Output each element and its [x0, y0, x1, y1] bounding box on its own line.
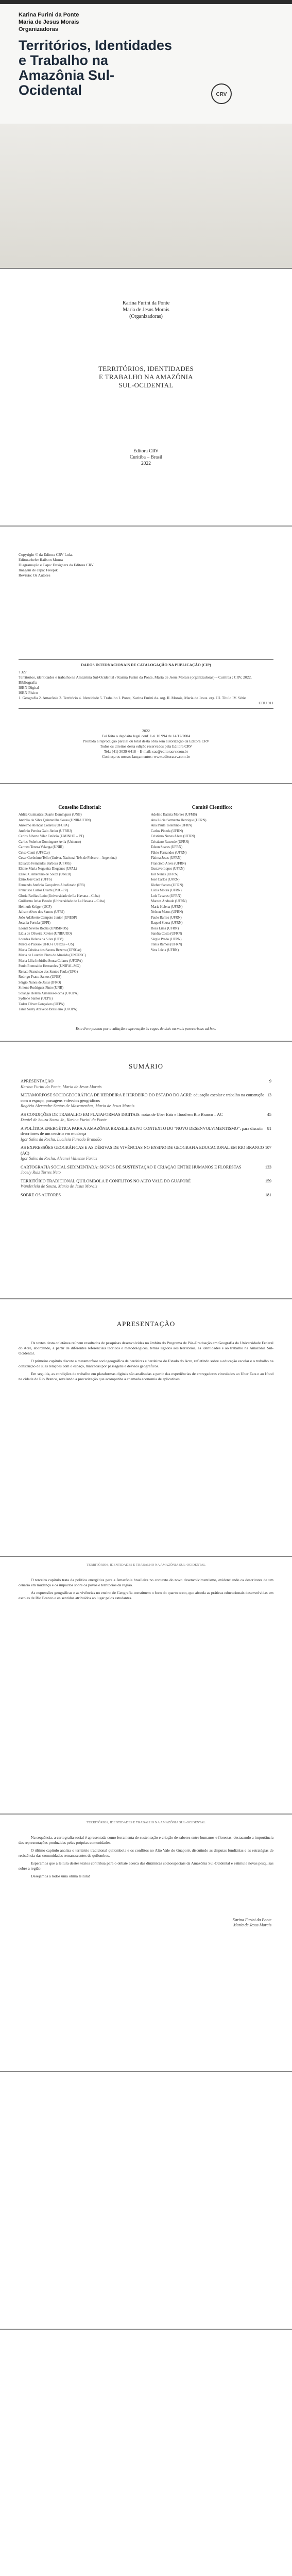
toc-entry-authors: Wanderleia de Souza, Maria de Jesus Morais [21, 1184, 97, 1189]
councils-footer: Este livro passou por avaliação e aprovação às cegas de dois ou mais pareceristas ad hoc. [76, 1026, 216, 1031]
publisher-line: Curitiba – Brasil [129, 455, 163, 460]
toc-entry-authors: Rogério Alexandre Santos de Mascarenhas, Maria de Jesus Morais [21, 1104, 134, 1108]
editorial-council-member: Renato Francisco dos Santos Paula (UFG) [19, 970, 78, 974]
toc-entry-title: SOBRE OS AUTORES [21, 1192, 61, 1197]
editorial-council-member: Solange Helena Ximenes-Rocha (UFOPA) [19, 991, 79, 995]
toc-entry-title: TERRITÓRIO TRADICIONAL QUILOMBOLA E CONFLITOS NO ALTO VALE DO GUAPORÉ [21, 1178, 191, 1183]
toc-page-number: 13 [267, 1093, 271, 1097]
editorial-council-member: Carlos Federico Dominguez Avila (Unieuro) [19, 840, 81, 844]
toc-entry[interactable] [21, 1079, 271, 1090]
editorial-council-member: Marcelo Paixão (UFRJ e UTexas – US) [19, 943, 74, 946]
credits-line: Revisão: Os Autores [19, 573, 50, 578]
editorial-council-member: Leonel Severo Rocha (UNISINOS) [19, 926, 68, 930]
title-line: E TRABALHO NA AMAZÔNIA [99, 373, 193, 381]
cover-author: Maria de Jesus Morais [19, 19, 79, 25]
editorial-council-member: Jailson Alves dos Santos (UFRJ) [19, 910, 65, 914]
editorial-council-member: Lídia de Oliveira Xavier (UNIEURO) [19, 932, 72, 936]
scientific-committee-member: Rosa Lima (UFRN) [151, 926, 179, 930]
editorial-council-member: Carlos Alberto Vilar Estêvão (UMINHO – PT) [19, 835, 84, 838]
title-page-organizers: (Organizadoras) [129, 314, 163, 319]
publisher-line: Editora CRV [133, 449, 159, 454]
toc-entry-title: AS CONDIÇÕES DE TRABALHO EM PLATAFORMAS DIGITAIS: notas de Uber Eats e Ifood em Rio Branco – AC [21, 1112, 223, 1117]
editorial-council-member: Elione Maria Nogueira Diogenes (UFAL) [19, 867, 77, 871]
scientific-committee-list [151, 813, 273, 953]
toc-page-number: 133 [265, 1164, 271, 1170]
scientific-committee-member: Fátima Jesus (UFRN) [151, 856, 182, 860]
editorial-council-member: Antônio Pereira Gaio Júnior (UFRRJ) [19, 829, 72, 833]
credits-page [0, 527, 292, 783]
scientific-committee-member: Adelmo Batista Moraes (UFMS) [151, 813, 197, 817]
presentation-page-1 [0, 1299, 292, 1556]
cover-image [0, 124, 292, 268]
credits-footer-line: Foi feito o depósito legal conf. Lei 10.994 de 14/12/2004 [101, 734, 191, 738]
title-line: SUL-OCIDENTAL [118, 381, 174, 389]
toc-page [0, 1042, 292, 1298]
scientific-committee-member: Francisco Alves (UFRN) [151, 861, 186, 866]
toc-entry[interactable] [21, 1165, 271, 1176]
editorial-council-member: Josania Portela (UFPI) [19, 921, 50, 925]
editorial-council-member: Lourdes Helena da Silva (UFV) [19, 937, 63, 941]
toc-page-number: 9 [269, 1079, 271, 1083]
editorial-council-member: Celso Conti (UFSCar) [19, 851, 50, 855]
cip-line: T327 [19, 670, 27, 674]
presentation-paragraph: Desejamos a todos uma ótima leitura! [31, 1874, 90, 1878]
scientific-committee-member: Sérgio Prado (UFRN) [151, 937, 182, 941]
credits-line: Editor-chefe: Railson Moura [19, 557, 63, 562]
scientific-committee-title: Comitê Científico: [192, 805, 233, 810]
councils-page [0, 784, 292, 1041]
toc-entry[interactable] [21, 1093, 271, 1109]
editorial-council-member: Guillermo Arias Beatón (Universidade de La Havana – Cuba) [19, 900, 105, 903]
publisher-line: 2022 [141, 461, 151, 466]
scientific-committee [151, 805, 273, 954]
toc-entry[interactable] [21, 1126, 271, 1143]
title-line: TERRITÓRIOS, IDENTIDADES [98, 365, 194, 372]
editorial-council-title: Conselho Editorial: [58, 805, 101, 810]
credits-footer-line: Todos os direitos desta edição reservados pela Editora CRV [100, 744, 192, 749]
editorial-council-member: Helmuth Krüger (UCP) [19, 905, 52, 909]
cip-title: DADOS INTERNACIONAIS DE CATALOGAÇÃO NA PUBLICAÇÃO (CIP) [81, 663, 211, 667]
blank-page [0, 2072, 292, 2329]
credits-line: Diagramação e Capa: Designers da Editora CRV [19, 563, 94, 567]
editorial-council-member: Elizeu Clementino de Souza (UNEB) [19, 872, 71, 876]
editorial-council-member: Maria de Lourdes Pinto de Almeida (UNOESC) [19, 954, 86, 957]
presentation-body [19, 1341, 273, 1384]
scientific-committee-member: Sandra Costa (UFRN) [151, 932, 182, 936]
editorial-council-member: Élsio José Corá (UFFS) [19, 878, 52, 882]
presentation-paragraph: As expressões geográficas e as vivências no ensino de Geografia constituem o foco do quarto texto, que aborda as práticas educacionais desenvolvidas em escolas de Rio Branco e os sentidos atribuídos ao lugar pelos estudantes. [19, 1590, 273, 1600]
editorial-council-member: Fernando Antônio Gonçalves Alcoforado (IPB) [19, 883, 85, 887]
cip-line: ISBN Físico [19, 690, 38, 695]
toc-entry-title: APRESENTAÇÃO [21, 1079, 54, 1083]
presentation-paragraph: Na sequência, a cartografia social é apresentada como ferramenta de sustentação e criação de saberes entre humanos e florestas, destacando a importância das representações produzidas pelas próprias comunidades. [19, 1835, 273, 1845]
title-page-publisher [0, 448, 292, 467]
credits-footer-line: 2022 [142, 728, 150, 733]
toc-entry[interactable] [21, 1179, 271, 1190]
signature-name: Maria de Jesus Morais [233, 1923, 271, 1927]
editorial-council-member: Aldira Guimarães Duarte Domínguez (UNB) [19, 813, 82, 817]
cip-line: Territórios, identidades e trabalho na Amazônia Sul-Ocidental / Karina Furini da Ponte, Maria de Jesus Morais (organizadoras) – Curitiba : CRV, 2022. [19, 675, 252, 680]
cover-organizers: Organizadoras [19, 26, 59, 32]
title-page-author: Maria de Jesus Morais [123, 307, 169, 313]
scientific-committee-member: Kleber Santos (UFRN) [151, 883, 183, 887]
toc-entry-title: METAMORFOSE SOCIOGEOGRÁFICA DE HERDEIRA E HERDEIRO DO ESTADO DO ACRE: educação escolar e trabalho na construção com o espaço, passagens e desvios geográficos [21, 1093, 265, 1103]
scientific-committee-member: Ana Paula Tolentino (UFRN) [151, 824, 193, 827]
editorial-council-member: Maria Cristina dos Santos Bezerra (UFSCar) [19, 948, 81, 952]
toc-page-number: 45 [267, 1112, 271, 1117]
editorial-council-member: Rodrigo Pratte-Santos (UFES) [19, 975, 62, 979]
crv-logo-text: CRV [216, 92, 227, 97]
toc-page-number: 81 [267, 1126, 271, 1131]
scientific-committee-member: Jair Nunes (UFRN) [151, 872, 179, 876]
signature-name: Karina Furini da Ponte [232, 1918, 271, 1922]
scientific-committee-member: Ana Lúcia Sarmento Henrique (UFRN) [151, 818, 207, 822]
scientific-committee-member: Lúcia Moura (UFRN) [151, 889, 182, 892]
presentation-page-2 [0, 1557, 292, 1814]
toc-entry-title: CARTOGRAFIA SOCIAL SEDIMENTADA: SIGNOS DE SUSTENTAÇÃO E CRIAÇÃO ENTRE HUMANOS E FLORESTAS [21, 1164, 242, 1170]
editorial-council-member: Maria Lília Imbiriba Sousa Colares (UFOPA) [19, 959, 83, 963]
running-header: TERRITÓRIOS, IDENTIDADES E TRABALHO NA AMAZÔNIA SUL-OCIDENTAL [86, 1563, 205, 1567]
credits-footer [19, 728, 273, 759]
title-page [0, 269, 292, 526]
cip-line: Bibliografia [19, 680, 38, 685]
presentation-paragraph: Em seguida, as condições de trabalho em plataformas digitais são analisadas a partir das experiências de entregadores vinculados ao Uber Eats e ao Ifood na cidade de Rio Branco, revelando a precarização que acompanha a chamada economia de aplicativos. [19, 1371, 273, 1381]
cip-line: ISBN Digital [19, 685, 39, 690]
toc-entry-authors: Igor Sales da Rocha, Lucileia Furtado Brandão [21, 1137, 102, 1142]
editorial-council-member: Tania Suely Azevedo Brasileiro (UFOPA) [19, 1008, 78, 1011]
presentation-paragraph: Os textos desta coletânea reúnem resultados de pesquisas desenvolvidas no âmbito do Programa de Pós-Graduação em Geografia da Universidade Federal do Acre, abordando, a partir de diferentes referenciais teóricos e metodológicos, temas ligados aos territórios, às identidades e ao trabalho na Amazônia Sul-Ocidental. [19, 1341, 273, 1355]
credits-footer-link[interactable]: Conheça os nossos lançamentos: www.editoracrv.com.br [102, 754, 190, 759]
editorial-council-member: Anselmo Alencar Colares (UFOPA) [19, 824, 69, 827]
presentation-paragraph: O terceiro capítulo trata da política energética para a Amazônia brasileira no contexto do novo desenvolvimentismo, evidenciando os descritores de um cenário em mudança e os impactos sobre os povos e territórios da região. [19, 1578, 273, 1587]
toc-list [21, 1079, 271, 1201]
scientific-committee-member: Maria Helena (UFRN) [151, 905, 183, 909]
cip-line: 1. Geografia 2. Amazônia 3. Território 4. Identidade 5. Trabalho I. Ponte, Karina Furini da. org. II. Morais, Maria de Jesus. org. III. Título IV. Série [19, 696, 246, 700]
toc-entry-authors: Daniel de Souza Sousa Jr., Karina Furini da Ponte [21, 1117, 107, 1122]
editorial-council-member: João Adalberto Campato Junior (UNESP) [19, 916, 77, 920]
credits-block [19, 552, 273, 578]
editorial-council-member: Andréia da Silva Quintanilha Sousa (UNIR/UFRN) [19, 818, 91, 822]
presentation-paragraph: O primeiro capítulo discute a metamorfose sociogeográfica de herdeiras e herdeiros do Estado do Acre, refletindo sobre a educação escolar e o trabalho na construção de suas relações com o espaço, marcadas por passagens e desvios geográficos. [19, 1359, 273, 1368]
cover-top-band [0, 0, 292, 4]
cover-author: Karina Furini da Ponte [19, 12, 79, 18]
toc-entry-title: A POLÍTICA ENERGÉTICA PARA A AMAZÔNIA BRASILEIRA NO CONTEXTO DO "NOVO DESENVOLVIMENTISMO": para discutir descritores de um cenário em mudança [21, 1126, 263, 1136]
presentation-paragraph: Esperamos que a leitura destes textos contribua para o debate acerca das dinâmicas socioespaciais da Amazônia Sul-Ocidental e estimule novas pesquisas sobre a região. [19, 1861, 273, 1871]
toc-entry-authors: Jocely Ruiz Torres Neto [21, 1170, 61, 1175]
editorial-council-member: Simone Rodrigues Pinto (UNB) [19, 986, 64, 990]
scientific-committee-member: Edson Soares (UFRN) [151, 845, 183, 849]
editorial-council-member: Gloria Fariñas León (Universidade de La Havana – Cuba) [19, 894, 100, 898]
scientific-committee-member: Luís Tavares (UFRN) [151, 894, 182, 898]
editorial-council-list [19, 813, 141, 1012]
scientific-committee-member: Gustavo Lopes (UFRN) [151, 867, 185, 871]
toc-page-number: 181 [265, 1192, 271, 1197]
blank-page [0, 2330, 292, 2576]
editorial-council-member: Carmen Tereza Velanga (UNIR) [19, 845, 64, 849]
cover-page [0, 0, 292, 268]
presentation-signature [232, 1918, 271, 1928]
scientific-committee-member: Nelson Matos (UFRN) [151, 910, 183, 914]
scientific-committee-member: Paulo Barros (UFRN) [151, 916, 182, 920]
toc-entry-title: AS EXPRESSÕES GEOGRÁFICAS E AS DÉRIVAS DE VIVÊNCIAS NO ENSINO DE GEOGRAFIA EDUCACIONAL EM RIO BRANCO (AC) [21, 1145, 264, 1156]
cip-box [19, 659, 273, 709]
editorial-council-member: Cesar Gerónimo Tello (Univer. Nacional Três de Febrero – Argentina) [19, 856, 117, 860]
toc-entry[interactable] [21, 1145, 271, 1162]
toc-entry[interactable] [21, 1193, 271, 1198]
cover-authors [19, 11, 79, 33]
toc-title: SUMÁRIO [129, 1062, 163, 1070]
presentation-paragraph: O último capítulo analisa o território tradicional quilombola e os conflitos no Alto Vale do Guaporé, discutindo as disputas fundiárias e as estratégias de resistência das comunidades remanescentes de quilombos. [19, 1848, 273, 1858]
editorial-council-member: Tadeu Oliver Gonçalves (UFPA) [19, 1002, 64, 1006]
scientific-committee-member: Cristiano Nunes Alves (UFRN) [151, 835, 195, 838]
editorial-council-member: Francisco Carlos Duarte (PUC-PR) [19, 889, 68, 892]
toc-entry-authors: Igor Sales da Rocha, Alvanei Valiense Farias [21, 1156, 97, 1161]
crv-logo-icon [210, 82, 233, 105]
editorial-council-member: Sérgio Nunes de Jesus (IFRO) [19, 980, 61, 985]
scientific-committee-member: Vera Lúcia (UFRN) [151, 948, 179, 952]
presentation-body [19, 1835, 273, 1882]
title-page-authors [0, 300, 292, 320]
editorial-council-member: Sydione Santos (UEPG) [19, 997, 53, 1001]
scientific-committee-member: Raquel Sousa (UFRN) [151, 921, 183, 925]
scientific-committee-member: Tânia Ramos (UFRN) [151, 943, 182, 946]
credits-line: Copyright © da Editora CRV Ltda. [19, 552, 73, 557]
toc-entry[interactable] [21, 1112, 271, 1123]
scientific-committee-member: Marcos Andrade (UFRN) [151, 900, 187, 903]
editorial-council-member: Eduardo Fernandes Barbosa (UFMG) [19, 861, 72, 866]
cip-line: CDU 911 [259, 701, 273, 705]
toc-page-number: 107 [265, 1145, 271, 1150]
credits-footer-line: Proibida a reprodução parcial ou total desta obra sem autorização da Editora CRV [82, 739, 210, 743]
scientific-committee-member: Carlos Pineda (UFRN) [151, 829, 183, 833]
running-header: TERRITÓRIOS, IDENTIDADES E TRABALHO NA AMAZÔNIA SUL-OCIDENTAL [86, 1821, 205, 1824]
credits-footer-line: Tel.: (41) 3039-6418 – E-mail: sac@editoracrv.com.br [104, 749, 188, 754]
title-page-author: Karina Furini da Ponte [122, 300, 170, 306]
toc-page-number: 159 [265, 1178, 271, 1183]
editorial-council [19, 805, 141, 1013]
credits-line: Imagem de capa: Freepik [19, 568, 58, 572]
title-page-title [0, 365, 292, 389]
editorial-council-member: Paulo Romualdo Hernandes (UNIFAL-MG) [19, 964, 81, 968]
scientific-committee-member: Cristiano Rezende (UFRN) [151, 840, 190, 844]
scientific-committee-member: José Carlos (UFRN) [151, 878, 180, 882]
cover-title: Territórios, Identidades e Trabalho na Amazônia Sul-Ocidental [19, 38, 173, 98]
presentation-title: APRESENTAÇÃO [116, 1320, 176, 1328]
presentation-page-3 [0, 1815, 292, 2071]
toc-entry-authors: Karina Furini da Ponte, Maria de Jesus Morais [21, 1084, 102, 1089]
scientific-committee-member: Fábio Fernandes (UFRN) [151, 851, 187, 855]
presentation-body [19, 1578, 273, 1603]
